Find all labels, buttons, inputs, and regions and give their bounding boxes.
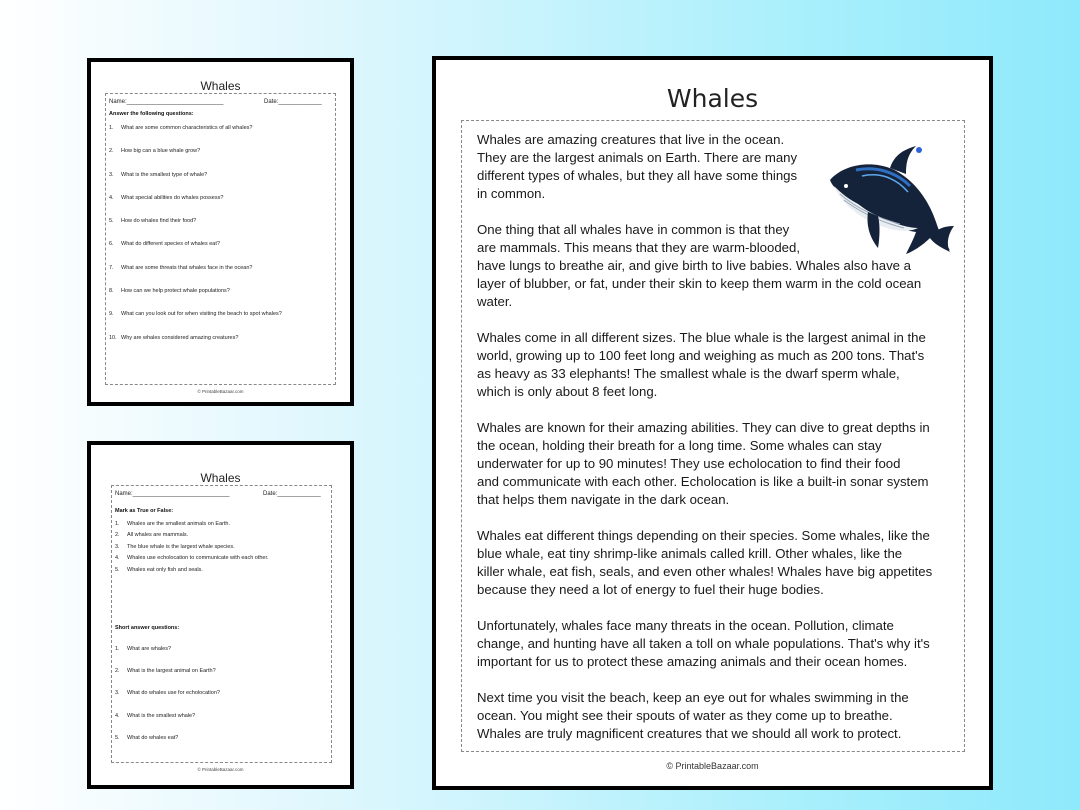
list-item bbox=[115, 532, 269, 543]
section-heading: Answer the following questions: bbox=[109, 111, 194, 117]
worksheet-title: Whales bbox=[200, 471, 241, 485]
list-item bbox=[109, 148, 282, 171]
paragraph-line: in common. bbox=[477, 186, 546, 201]
paragraph-line: underwater for up to 90 minutes! They use echolocation to find their food bbox=[477, 456, 901, 471]
date-field: Date:_____________ bbox=[264, 99, 322, 105]
item-number: 2. bbox=[109, 148, 114, 155]
list-item bbox=[109, 241, 282, 264]
item-number: 8. bbox=[109, 288, 114, 295]
passage-paragraph bbox=[477, 527, 932, 599]
footer-credit: © PrintableBazaar.com bbox=[197, 389, 244, 394]
item-text: What special abilities do whales possess? bbox=[121, 194, 224, 201]
short-answer-list bbox=[115, 646, 220, 757]
item-number: 2. bbox=[115, 668, 120, 675]
true-false-list bbox=[115, 521, 269, 578]
item-number: 1. bbox=[115, 646, 120, 652]
item-number: 4. bbox=[115, 555, 120, 562]
paragraph-line: Whales are truly magnificent creatures that we should all work to protect. bbox=[477, 726, 902, 741]
paragraph-line: different types of whales, but they all have some things bbox=[477, 168, 798, 183]
item-text: What do whales use for echolocation? bbox=[127, 690, 220, 697]
paragraph-line: Whales come in all different sizes. The blue whale is the largest animal in the bbox=[477, 330, 926, 345]
paragraph-line: Next time you visit the beach, keep an eye out for whales swimming in the bbox=[477, 690, 909, 705]
list-item bbox=[109, 172, 282, 195]
item-text: All whales are mammals. bbox=[127, 532, 189, 539]
list-item bbox=[115, 690, 220, 712]
paragraph-line: Whales are known for their amazing abilities. They can dive to great depths in bbox=[477, 420, 930, 435]
paragraph-line: have lungs to breathe air, and give birth to live babies. Whales also have a bbox=[477, 258, 911, 273]
list-item bbox=[109, 311, 282, 334]
item-number: 7. bbox=[109, 264, 114, 271]
paragraph-line: They are the largest animals on Earth. There are many bbox=[477, 150, 798, 165]
list-item bbox=[115, 544, 269, 555]
item-text: Whales are the smallest animals on Earth. bbox=[127, 521, 231, 527]
item-text: Why are whales considered amazing creatures? bbox=[121, 334, 239, 341]
item-number: 9. bbox=[109, 311, 114, 318]
item-text: What do different species of whales eat? bbox=[121, 241, 220, 248]
reading-passage bbox=[432, 56, 993, 790]
passage-paragraph bbox=[477, 689, 909, 743]
paragraph-line: change, and hunting have all taken a toll on whale populations. That's why it's bbox=[477, 636, 930, 651]
paragraph-line: as heavy as 33 elephants! The smallest whale is the dwarf sperm whale, bbox=[477, 366, 900, 381]
item-number: 5. bbox=[109, 218, 114, 225]
item-number: 10. bbox=[109, 334, 117, 341]
list-item bbox=[115, 521, 269, 532]
item-text: What is the largest animal on Earth? bbox=[127, 668, 216, 675]
worksheet-frame bbox=[105, 93, 336, 385]
paragraph-line: world, growing up to 100 feet long and weighing as much as 200 tons. That's bbox=[477, 348, 925, 363]
item-number: 1. bbox=[109, 125, 114, 131]
paragraph-line: ocean. You might see their spouts of water as they come up to breathe. bbox=[477, 708, 893, 723]
passage-title: Whales bbox=[666, 84, 759, 113]
item-number: 3. bbox=[115, 690, 120, 697]
item-text: Whales use echolocation to communicate with each other. bbox=[127, 555, 269, 562]
list-item bbox=[109, 218, 282, 241]
item-text: How can we help protect whale populations? bbox=[121, 288, 230, 295]
paragraph-line: blue whale, eat tiny shrimp-like animals called krill. Other whales, like the bbox=[477, 546, 903, 561]
worksheet-frame bbox=[111, 485, 332, 763]
list-item bbox=[115, 567, 269, 578]
worksheet-questions bbox=[87, 58, 354, 406]
date-field: Date:_____________ bbox=[263, 491, 321, 497]
list-item bbox=[109, 125, 282, 148]
item-text: What can you look out for when visiting the beach to spot whales? bbox=[121, 311, 282, 318]
paragraph-line: One thing that all whales have in common is that they bbox=[477, 222, 790, 237]
paragraph-line: killer whale, eat fish, seals, and even other whales! Whales have big appetites bbox=[477, 564, 933, 579]
item-text: What is the smallest whale? bbox=[127, 712, 196, 719]
list-item bbox=[109, 195, 282, 218]
list-item bbox=[115, 646, 220, 668]
section-heading: Short answer questions: bbox=[115, 625, 180, 631]
worksheet-true-false bbox=[87, 441, 354, 789]
paragraph-line: because they need a lot of energy to fuel their huge bodies. bbox=[477, 582, 824, 597]
worksheet-title: Whales bbox=[200, 79, 241, 93]
list-item bbox=[109, 288, 282, 311]
item-number: 4. bbox=[115, 712, 120, 719]
passage-paragraph bbox=[477, 329, 926, 401]
paragraph-line: Whales are amazing creatures that live in the ocean. bbox=[477, 132, 785, 147]
name-field: Name:_____________________________ bbox=[109, 99, 224, 105]
passage-paragraph bbox=[477, 419, 930, 509]
footer-credit: © PrintableBazaar.com bbox=[197, 767, 244, 772]
question-list bbox=[109, 125, 282, 358]
list-item bbox=[109, 265, 282, 288]
item-number: 5. bbox=[115, 734, 120, 741]
paragraph-line: that helps them navigate in the dark ocean. bbox=[477, 492, 730, 507]
list-item bbox=[109, 335, 282, 358]
item-number: 5. bbox=[115, 566, 120, 573]
item-number: 3. bbox=[115, 543, 120, 550]
passage-paragraph bbox=[477, 617, 930, 671]
paragraph-line: Unfortunately, whales face many threats in the ocean. Pollution, climate bbox=[477, 618, 894, 633]
item-text: What are some threats that whales face in the ocean? bbox=[121, 264, 253, 271]
item-text: The blue whale is the largest whale species. bbox=[127, 543, 235, 550]
list-item bbox=[115, 713, 220, 735]
item-number: 4. bbox=[109, 194, 114, 201]
footer-credit: © PrintableBazaar.com bbox=[666, 761, 759, 771]
paragraph-line: the ocean, holding their breath for a long time. Some whales can stay bbox=[477, 438, 882, 453]
name-field: Name:_____________________________ bbox=[115, 491, 230, 497]
paragraph-line: are mammals. This means that they are warm-blooded, bbox=[477, 240, 800, 255]
whale-icon bbox=[826, 142, 956, 260]
item-number: 3. bbox=[109, 171, 114, 178]
paragraph-line: Whales eat different things depending on their species. Some whales, like the bbox=[477, 528, 930, 543]
paragraph-line: layer of blubber, or fat, under their skin to keep them warm in the cold ocean bbox=[477, 276, 922, 291]
item-text: Whales eat only fish and seals. bbox=[127, 566, 203, 573]
item-text: What are some common characteristics of all whales? bbox=[121, 125, 253, 131]
list-item bbox=[115, 668, 220, 690]
item-number: 6. bbox=[109, 241, 114, 248]
list-item bbox=[115, 555, 269, 566]
passage-paragraph bbox=[477, 131, 797, 203]
paragraph-line: and communicate with each other. Echolocation is like a built-in sonar system bbox=[477, 474, 929, 489]
paragraph-line: water. bbox=[477, 294, 513, 309]
paragraph-line: important for us to protect these amazing animals and their ocean homes. bbox=[477, 654, 908, 669]
item-text: How do whales find their food? bbox=[121, 218, 197, 225]
item-text: What do whales eat? bbox=[127, 734, 179, 741]
list-item bbox=[115, 735, 220, 757]
item-number: 1. bbox=[115, 521, 120, 527]
item-text: What is the smallest type of whale? bbox=[121, 171, 208, 178]
item-text: How big can a blue whale grow? bbox=[121, 148, 201, 155]
item-number: 2. bbox=[115, 532, 120, 539]
item-text: What are whales? bbox=[127, 646, 172, 652]
section-heading: Mark as True or False: bbox=[115, 508, 174, 514]
paragraph-line: which is only about 8 feet long. bbox=[477, 384, 658, 399]
